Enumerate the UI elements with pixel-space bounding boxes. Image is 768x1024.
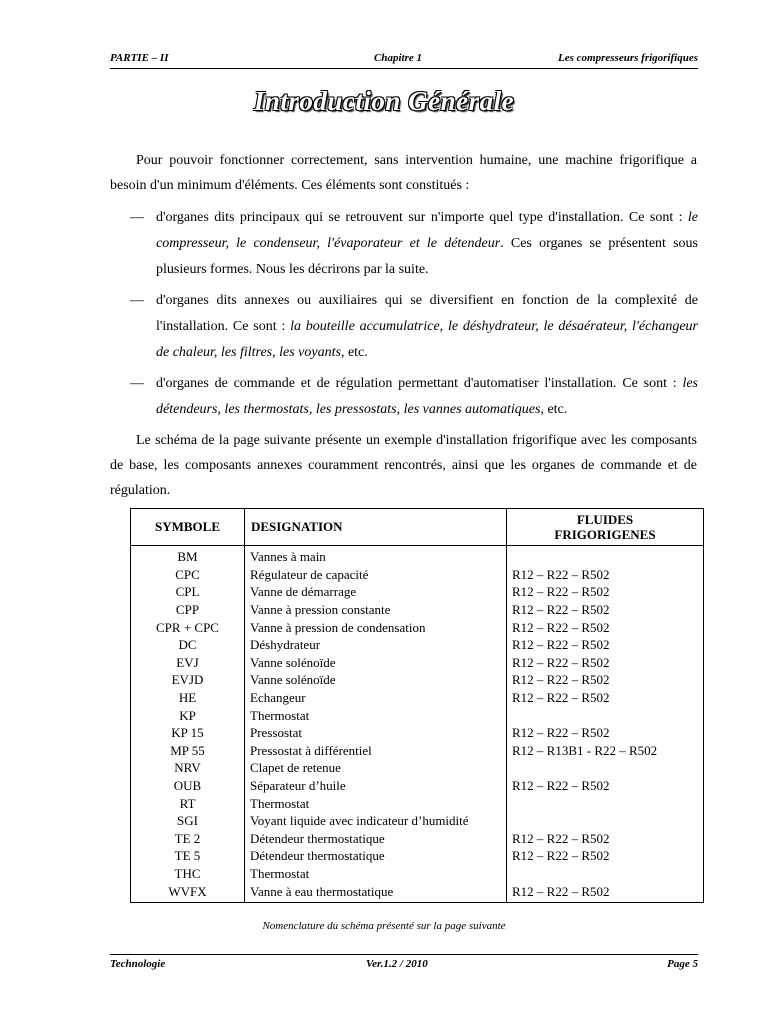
cell-fluids: R12 – R22 – R502 [507, 583, 704, 601]
table-row [131, 882, 704, 902]
cell-designation: Vanne à pression de condensation [245, 618, 507, 636]
table-row [131, 777, 704, 795]
table-row [131, 689, 704, 707]
cell-designation: Clapet de retenue [245, 759, 507, 777]
table-row [131, 865, 704, 883]
intro-text: Pour pouvoir fonctionner correctement, sans intervention humaine, une machine frigorifique a besoin d'un minimum d'éléments. Ces éléments sont constitués : [110, 153, 697, 193]
footer-version: Ver.1.2 / 2010 [366, 958, 428, 970]
footer-course: Technologie [110, 958, 166, 970]
cell-designation: Thermostat [245, 794, 507, 812]
cell-symbol: TE 2 [131, 830, 245, 848]
cell-designation: Régulateur de capacité [245, 566, 507, 584]
cell-symbol: RT [131, 794, 245, 812]
cell-symbol: HE [131, 689, 245, 707]
item-text-post: , etc. [340, 345, 368, 360]
table-row [131, 706, 704, 724]
table-row [131, 724, 704, 742]
cell-designation: Vanne solénoïde [245, 654, 507, 672]
cell-designation: Vanne à eau thermostatique [245, 882, 507, 902]
table-header-row [131, 509, 704, 546]
schema-text: Le schéma de la page suivante présente un exemple d'installation frigorifique avec les composants de base, les composants annexes couramment rencontrés, ainsi que les organes de commande et de régulation. [110, 433, 697, 498]
cell-fluids: R12 – R22 – R502 [507, 724, 704, 742]
header-fluids-line2: FRIGORIGENES [554, 527, 656, 542]
item-text-pre: d'organes dits annexes ou auxiliaires qui se diversifient en fonction de la complexité de l'installation. Ce sont : [156, 293, 698, 334]
dash-bullet: — [130, 293, 144, 308]
table-row [131, 759, 704, 777]
table-row [131, 546, 704, 566]
cell-fluids: R12 – R22 – R502 [507, 566, 704, 584]
cell-fluids: R12 – R22 – R502 [507, 777, 704, 795]
table-row [131, 636, 704, 654]
cell-fluids: R12 – R22 – R502 [507, 671, 704, 689]
cell-fluids: R12 – R13B1 - R22 – R502 [507, 742, 704, 760]
item-text-post: . Ces organes se présentent sous plusieurs formes. Nous les décrirons par la suite. [156, 236, 698, 277]
list-item-commande [130, 371, 698, 423]
intro-paragraph [110, 148, 697, 198]
cell-symbol: CPC [131, 566, 245, 584]
cell-symbol: NRV [131, 759, 245, 777]
list-item-text [156, 288, 698, 366]
cell-symbol: CPR + CPC [131, 618, 245, 636]
table-row [131, 794, 704, 812]
table-row [131, 654, 704, 672]
cell-designation: Thermostat [245, 865, 507, 883]
table-caption: Nomenclature du schéma présenté sur la page suivante [262, 920, 506, 932]
header-fluids [507, 509, 704, 546]
header-subject: Les compresseurs frigorifiques [558, 52, 698, 64]
cell-fluids [507, 706, 704, 724]
cell-symbol: MP 55 [131, 742, 245, 760]
item-text-emphasis: les détendeurs, les thermostats, les pressostats, les vannes automatiques [156, 376, 698, 417]
cell-symbol: KP [131, 706, 245, 724]
cell-designation: Vanne à pression constante [245, 601, 507, 619]
item-text-emphasis: la bouteille accumulatrice, le déshydrateur, le désaérateur, l'échangeur de chaleur, les filtres, les voyants [156, 319, 698, 360]
cell-fluids: R12 – R22 – R502 [507, 618, 704, 636]
table-row [131, 830, 704, 848]
cell-designation: Détendeur thermostatique [245, 830, 507, 848]
cell-symbol: CPP [131, 601, 245, 619]
cell-designation: Détendeur thermostatique [245, 847, 507, 865]
cell-fluids: R12 – R22 – R502 [507, 636, 704, 654]
table-row [131, 812, 704, 830]
page-header [110, 50, 698, 69]
header-fluids-line1: FLUIDES [576, 512, 634, 527]
page-footer [110, 954, 698, 973]
cell-symbol: WVFX [131, 882, 245, 902]
cell-designation: Echangeur [245, 689, 507, 707]
cell-fluids: R12 – R22 – R502 [507, 601, 704, 619]
footer-page-number: Page 5 [667, 958, 698, 970]
cell-symbol: BM [131, 546, 245, 566]
cell-symbol: KP 15 [131, 724, 245, 742]
header-symbol: SYMBOLE [131, 509, 245, 546]
table-row [131, 847, 704, 865]
cell-symbol: TE 5 [131, 847, 245, 865]
cell-symbol: EVJ [131, 654, 245, 672]
cell-designation: Pressostat [245, 724, 507, 742]
cell-designation: Vanne solénoïde [245, 671, 507, 689]
table-body [131, 546, 704, 903]
cell-fluids: R12 – R22 – R502 [507, 689, 704, 707]
cell-symbol: EVJD [131, 671, 245, 689]
list-item-annexes [130, 288, 698, 366]
header-designation: DESIGNATION [245, 509, 507, 546]
item-text-pre: d'organes de commande et de régulation permettant d'automatiser l'installation. Ce sont : [156, 376, 683, 391]
table-row [131, 618, 704, 636]
cell-symbol: THC [131, 865, 245, 883]
item-text-post: , etc. [540, 402, 568, 417]
cell-designation: Vanne de démarrage [245, 583, 507, 601]
cell-designation: Voyant liquide avec indicateur d’humidité [245, 812, 507, 830]
item-text-emphasis: le compresseur, le condenseur, l'évaporateur et le détendeur [156, 210, 698, 251]
cell-symbol: SGI [131, 812, 245, 830]
cell-symbol: DC [131, 636, 245, 654]
cell-fluids [507, 759, 704, 777]
schema-paragraph [110, 428, 697, 503]
header-chapter: Chapitre 1 [374, 52, 422, 64]
nomenclature-table [130, 508, 704, 903]
cell-fluids: R12 – R22 – R502 [507, 882, 704, 902]
table-row [131, 601, 704, 619]
cell-fluids [507, 794, 704, 812]
cell-designation: Pressostat à différentiel [245, 742, 507, 760]
cell-designation: Séparateur d’huile [245, 777, 507, 795]
cell-fluids: R12 – R22 – R502 [507, 654, 704, 672]
cell-symbol: OUB [131, 777, 245, 795]
table-row [131, 566, 704, 584]
dash-bullet: — [130, 376, 144, 391]
header-part: PARTIE – II [110, 52, 169, 64]
list-item-principal [130, 205, 698, 283]
cell-fluids: R12 – R22 – R502 [507, 847, 704, 865]
cell-fluids [507, 865, 704, 883]
cell-designation: Thermostat [245, 706, 507, 724]
cell-symbol: CPL [131, 583, 245, 601]
dash-bullet: — [130, 210, 144, 225]
page-title: Introduction Générale [253, 86, 515, 116]
table-row [131, 742, 704, 760]
cell-designation: Déshydrateur [245, 636, 507, 654]
table-row [131, 583, 704, 601]
list-item-text [156, 371, 698, 423]
list-item-text [156, 205, 698, 283]
cell-designation: Vannes à main [245, 546, 507, 566]
table-row [131, 671, 704, 689]
cell-fluids [507, 812, 704, 830]
cell-fluids [507, 546, 704, 566]
item-text-pre: d'organes dits principaux qui se retrouvent sur n'importe quel type d'installation. Ce sont : [156, 210, 688, 225]
cell-fluids: R12 – R22 – R502 [507, 830, 704, 848]
